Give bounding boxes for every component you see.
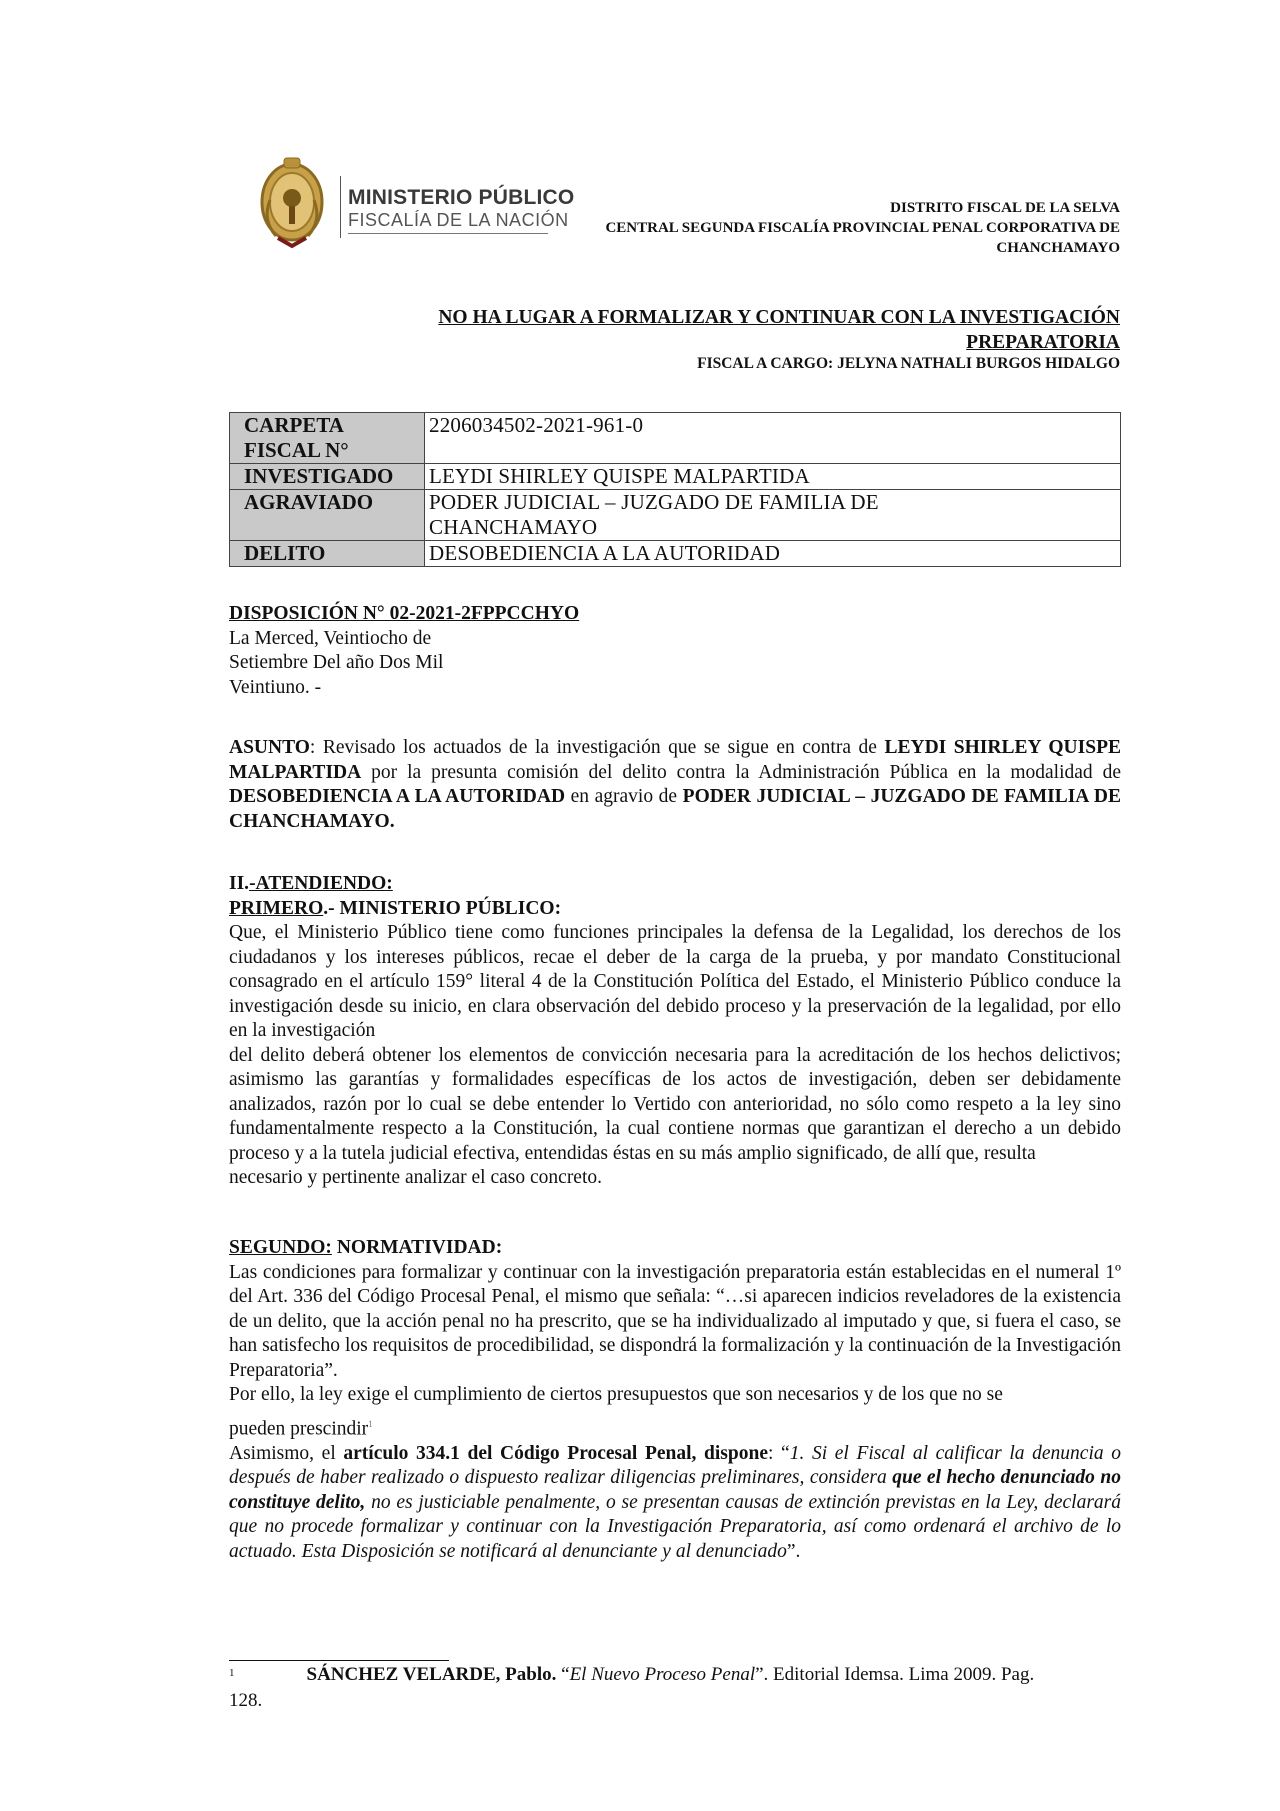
atendiendo-section <box>229 872 1121 1191</box>
primero-heading <box>229 897 1121 922</box>
segundo-paragraph-4 <box>229 1442 1121 1565</box>
p4-quote: no es justiciable penalmente, o se presentan causas de extinción previstas en la Ley, declarará que no procede formalizar y continuar con la Investigación Preparatoria, así como ordenará el archivo de lo actuado. Esta Disposición se notificará al denunciante y al denunciado <box>229 1491 1121 1562</box>
asunto-delito: DESOBEDIENCIA A LA AUTORIDAD <box>229 786 566 807</box>
footnote-line-2: 128. <box>229 1690 263 1711</box>
p4-quote: 1. Si el Fiscal al calificar la denuncia o después de haber realizado o dispuesto realizar diligencias preliminares, considera <box>229 1442 1121 1488</box>
footnote-separator <box>229 1660 449 1661</box>
primero-label: PRIMERO <box>229 897 324 919</box>
segundo-paragraph-3-text: pueden prescindir <box>229 1418 369 1439</box>
segundo-paragraph-3 <box>229 1412 1121 1442</box>
disposicion-date-line-1: La Merced, Veintiocho de <box>229 627 432 649</box>
table-key: AGRAVIADO <box>230 490 425 541</box>
primero-title: .- MINISTERIO PÚBLICO: <box>323 897 562 919</box>
p4-article: artículo 334.1 del Código Procesal Penal, dispone <box>343 1442 768 1464</box>
primero-paragraph-3: necesario y pertinente analizar el caso concreto. <box>229 1167 603 1188</box>
table-row <box>230 490 1121 541</box>
footnote-mark: 1 <box>229 1667 235 1679</box>
table-row <box>230 464 1121 490</box>
segundo-paragraph-2: Por ello, la ley exige el cumplimiento de ciertos presupuestos que son necesarios y de los que no se <box>229 1384 1003 1405</box>
asunto-text: en agravio de <box>565 786 683 807</box>
atendiendo-title: -ATENDIENDO: <box>249 873 393 894</box>
asunto-label: ASUNTO <box>229 737 310 758</box>
asunto-paragraph <box>229 736 1121 834</box>
district-header <box>500 198 1120 258</box>
table-value: LEYDI SHIRLEY QUISPE MALPARTIDA <box>425 464 1121 490</box>
logo-line-ministerio: MINISTERIO PÚBLICO <box>348 186 575 209</box>
footnote-book-title: El Nuevo Proceso Penal <box>569 1664 756 1685</box>
disposicion-heading: DISPOSICIÓN N° 02-2021-2FPPCCHYO <box>229 603 580 624</box>
segundo-heading <box>229 1236 1121 1261</box>
document-title <box>360 305 1120 355</box>
p4-end: ”. <box>786 1540 801 1562</box>
logo-line-fiscalia: FISCALÍA DE LA NACIÓN <box>348 210 569 230</box>
footnote <box>229 1662 1121 1714</box>
segundo-title: NORMATIVIDAD: <box>331 1237 503 1258</box>
segundo-paragraph-1: Las condiciones para formalizar y continuar con la investigación preparatoria están establecidas en el numeral 1º del Art. 336 del Código Procesal Penal, el mismo que señala: “…si aparecen indicios reveladores de la existencia de un delito, que la acción penal no ha prescrito, que se ha individualizado al imputado y que, si fuera el caso, se han satisfecho los requisitos de procedibilidad, se dispondrá la formalización y la continuación de la Investigación Preparatoria”. <box>229 1261 1121 1381</box>
title-line-2: PREPARATORIA <box>966 332 1120 353</box>
footnote-author: SÁNCHEZ VELARDE, Pablo. <box>306 1664 557 1685</box>
table-value: 2206034502-2021-961-0 <box>425 413 1121 464</box>
coat-of-arms-icon <box>254 150 330 250</box>
p4-text: Asimismo, el <box>229 1442 344 1464</box>
primero-paragraph-2: del delito deberá obtener los elementos de convicción necesaria para la acreditación de los hechos delictivos; asimismo las garantías y formalidades específicas de los actos de investigación, deben ser debidamente analizados, razón por lo cual se debe entender lo Vertido con anterioridad, no sólo como respeto a la ley sino fundamentalmente respecto a la Constitución, la cual contiene normas que garantizan el derecho a un debido proceso y a la tutela judicial efectiva, entendidas éstas en su más amplio significado, de allí que, resulta <box>229 1044 1121 1164</box>
asunto-agraviado: PODER JUDICIAL – JUZGADO DE FAMILIA DE CHANCHAMAYO. <box>229 786 1121 832</box>
footnote-reference: 1 <box>368 1418 373 1429</box>
p4-quote-emphasis: que el hecho denunciado no constituye delito, <box>229 1467 1121 1513</box>
disposicion-date-line-3: Veintiuno. - <box>229 676 322 698</box>
table-key: INVESTIGADO <box>230 464 425 490</box>
table-key: CARPETA FISCAL N° <box>230 413 425 464</box>
table-key: DELITO <box>230 541 425 567</box>
district-line-1: DISTRITO FISCAL DE LA SELVA <box>890 200 1120 216</box>
atendiendo-prefix: II. <box>229 873 250 894</box>
table-row <box>230 413 1121 464</box>
footnote-text: “ <box>556 1664 570 1685</box>
atendiendo-heading <box>229 872 1121 897</box>
table-value: PODER JUDICIAL – JUZGADO DE FAMILIA DE CHANCHAMAYO <box>425 490 1121 541</box>
table-row <box>230 541 1121 567</box>
asunto-investigado: LEYDI SHIRLEY QUISPE MALPARTIDA <box>229 737 1121 783</box>
title-line-1: NO HA LUGAR A FORMALIZAR Y CONTINUAR CON LA INVESTIGACIÓN <box>438 307 1120 328</box>
footnote-text: ”. Editorial Idemsa. Lima 2009. Pag. <box>755 1664 1035 1685</box>
disposicion-date-line-2: Setiembre Del año Dos Mil <box>229 652 444 673</box>
table-value: DESOBEDIENCIA A LA AUTORIDAD <box>425 541 1121 567</box>
asunto-text: por la presunta comisión del delito contra la Administración Pública en la modalidad de <box>361 761 1121 783</box>
case-info-table <box>229 412 1121 567</box>
segundo-section <box>229 1236 1121 1564</box>
footnote-line-1 <box>229 1662 1121 1688</box>
primero-paragraph-1: Que, el Ministerio Público tiene como funciones principales la defensa de la Legalidad, los derechos de los ciudadanos y los intereses públicos, recae el deber de la carga de la prueba, y por mandato Constitucional consagrado en el artículo 159° literal 4 de la Constitución Política del Estado, el Ministerio Público conduce la investigación desde su inicio, en clara observación del debido proceso y la preservación de la legalidad, por ello en la investigación <box>229 922 1121 1041</box>
p4-text: : “ <box>767 1442 790 1464</box>
fiscal-a-cargo: FISCAL A CARGO: JELYNA NATHALI BURGOS HIDALGO <box>697 355 1120 372</box>
asunto-text: : Revisado los actuados de la investigación que se sigue en contra de <box>309 737 885 758</box>
disposicion-block <box>229 602 1121 700</box>
district-line-3: CHANCHAMAYO <box>996 240 1120 256</box>
logo-divider <box>340 176 341 238</box>
segundo-label: SEGUNDO: <box>229 1237 332 1258</box>
district-line-2: CENTRAL SEGUNDA FISCALÍA PROVINCIAL PENAL CORPORATIVA DE <box>605 220 1120 236</box>
